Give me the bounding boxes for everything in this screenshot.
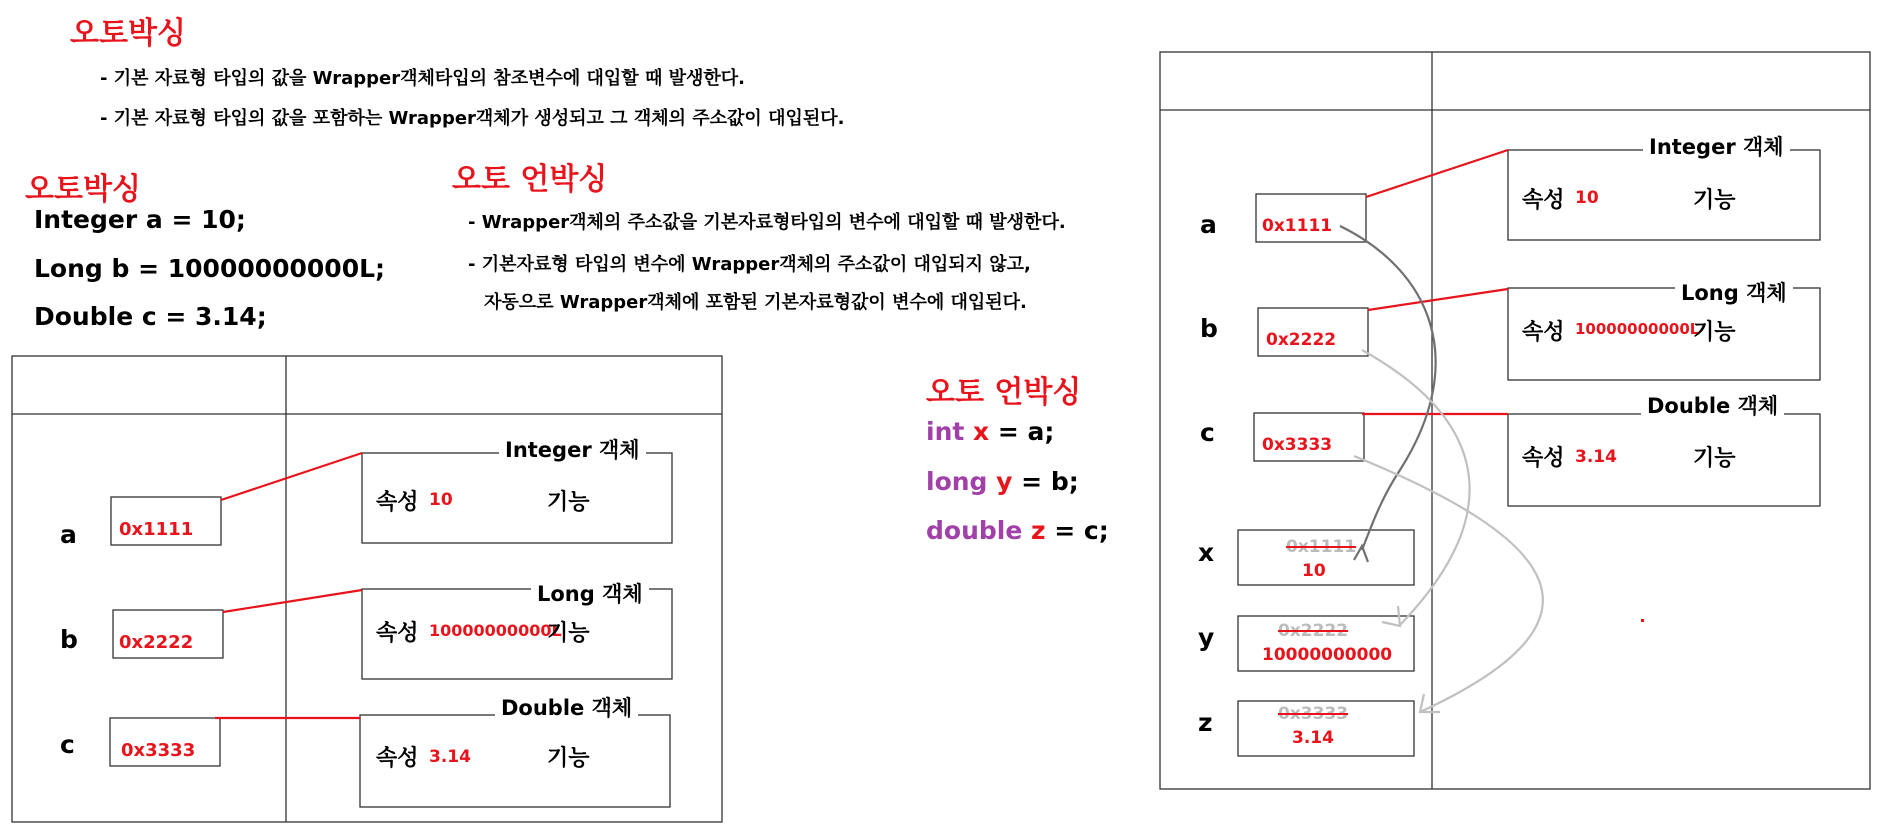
right-y-old-addr: 0x2222 bbox=[1278, 621, 1349, 641]
unboxing-bullet-2: - 기본자료형 타입의 변수에 Wrapper객체의 주소값이 대입되지 않고, bbox=[468, 254, 1031, 275]
right-obj-integer-attr-value: 10 bbox=[1575, 188, 1599, 208]
right-obj-long-attr-label: 속성 bbox=[1522, 320, 1565, 345]
assign-rest: = c; bbox=[1045, 516, 1109, 545]
var-name: x bbox=[973, 417, 990, 446]
type-keyword: long bbox=[926, 467, 988, 496]
right-obj-long-func-label: 기능 bbox=[1693, 320, 1736, 345]
left-ref-a bbox=[221, 453, 362, 500]
type-keyword: double bbox=[926, 516, 1023, 545]
left-obj-double-title: Double 객체 bbox=[495, 692, 638, 722]
left-obj-integer-func-label: 기능 bbox=[547, 490, 590, 515]
right-ref-a bbox=[1366, 150, 1508, 197]
right-obj-double-title: Double 객체 bbox=[1641, 390, 1784, 420]
left-var-c-label: c bbox=[60, 730, 75, 759]
left-obj-long-title: Long 객체 bbox=[531, 578, 649, 608]
left-obj-double-attr-value: 3.14 bbox=[429, 747, 471, 767]
left-obj-integer-attr-value: 10 bbox=[429, 490, 453, 510]
left-addr-c: 0x3333 bbox=[121, 740, 196, 761]
unboxing-bullet-1: - Wrapper객체의 주소값을 기본자료형타입의 변수에 대입할 때 발생한다. bbox=[468, 212, 1066, 233]
right-x-old-addr: 0x1111 bbox=[1286, 537, 1357, 557]
right-memory-frame bbox=[1160, 52, 1870, 789]
left-ref-b bbox=[223, 590, 362, 612]
right-obj-double-attr-value: 3.14 bbox=[1575, 447, 1617, 467]
unboxing-desc-title: 오토 언박싱 bbox=[452, 162, 608, 197]
right-addr-c: 0x3333 bbox=[1262, 435, 1333, 455]
top-bullet-1: - 기본 자료형 타입의 값을 Wrapper객체타입의 참조변수에 대입할 때 발생한다. bbox=[100, 68, 745, 89]
left-obj-integer-title: Integer 객체 bbox=[499, 434, 646, 464]
left-obj-double-attr-label: 속성 bbox=[376, 746, 419, 771]
right-obj-integer-func-label: 기능 bbox=[1693, 188, 1736, 213]
right-addr-b: 0x2222 bbox=[1266, 330, 1337, 350]
right-var-y-label: y bbox=[1198, 623, 1215, 652]
left-addr-a: 0x1111 bbox=[119, 519, 194, 540]
right-var-x-label: x bbox=[1198, 538, 1215, 567]
right-z-value: 3.14 bbox=[1292, 728, 1334, 748]
left-var-a-label: a bbox=[60, 520, 77, 549]
right-obj-long-title: Long 객체 bbox=[1675, 277, 1793, 307]
right-obj-integer-attr-label: 속성 bbox=[1522, 188, 1565, 213]
var-name: z bbox=[1031, 516, 1046, 545]
right-var-c-label: c bbox=[1200, 418, 1215, 447]
top-bullet-2: - 기본 자료형 타입의 값을 포함하는 Wrapper객체가 생성되고 그 객체의 주소값이 대입된다. bbox=[100, 108, 845, 129]
right-y-value: 10000000000 bbox=[1262, 645, 1393, 665]
var-name: y bbox=[996, 467, 1013, 496]
right-ref-b bbox=[1368, 289, 1508, 310]
left-obj-integer-attr-label: 속성 bbox=[376, 490, 419, 515]
right-var-z-label: z bbox=[1198, 708, 1213, 737]
stray-dot bbox=[1641, 619, 1644, 622]
unbox-arrow-c-to-z bbox=[1354, 456, 1543, 712]
right-var-a-label: a bbox=[1200, 210, 1217, 239]
left-obj-long-attr-value: 10000000000L bbox=[429, 621, 562, 640]
right-obj-double-attr-label: 속성 bbox=[1522, 446, 1565, 471]
right-obj-long-attr-value: 10000000000L bbox=[1575, 320, 1700, 338]
autoboxing-title: 오토박싱 bbox=[25, 172, 141, 207]
right-var-b-label: b bbox=[1200, 314, 1218, 343]
assign-rest: = b; bbox=[1012, 467, 1079, 496]
left-obj-double-func-label: 기능 bbox=[547, 746, 590, 771]
autoboxing-line-3: Double c = 3.14; bbox=[34, 302, 267, 331]
unboxing-bullet-3: 자동으로 Wrapper객체에 포함된 기본자료형값이 변수에 대입된다. bbox=[484, 292, 1027, 313]
right-addr-a: 0x1111 bbox=[1262, 216, 1333, 236]
top-title: 오토박싱 bbox=[70, 16, 186, 51]
left-addr-b: 0x2222 bbox=[119, 632, 194, 653]
right-obj-integer-title: Integer 객체 bbox=[1643, 131, 1790, 161]
type-keyword: int bbox=[926, 417, 965, 446]
right-obj-double-func-label: 기능 bbox=[1693, 446, 1736, 471]
left-obj-long-func-label: 기능 bbox=[547, 621, 590, 646]
unboxing-code-title: 오토 언박싱 bbox=[926, 375, 1082, 410]
autoboxing-line-2: Long b = 10000000000L; bbox=[34, 254, 386, 283]
unbox-arrow-b-to-y bbox=[1362, 350, 1470, 625]
right-z-old-addr: 0x3333 bbox=[1278, 704, 1349, 724]
left-var-b-label: b bbox=[60, 625, 78, 654]
unbox-arrow-a-to-x bbox=[1340, 226, 1436, 550]
right-x-value: 10 bbox=[1302, 561, 1326, 581]
assign-rest: = a; bbox=[989, 417, 1055, 446]
autoboxing-line-1: Integer a = 10; bbox=[34, 205, 246, 234]
left-obj-long-attr-label: 속성 bbox=[376, 621, 419, 646]
